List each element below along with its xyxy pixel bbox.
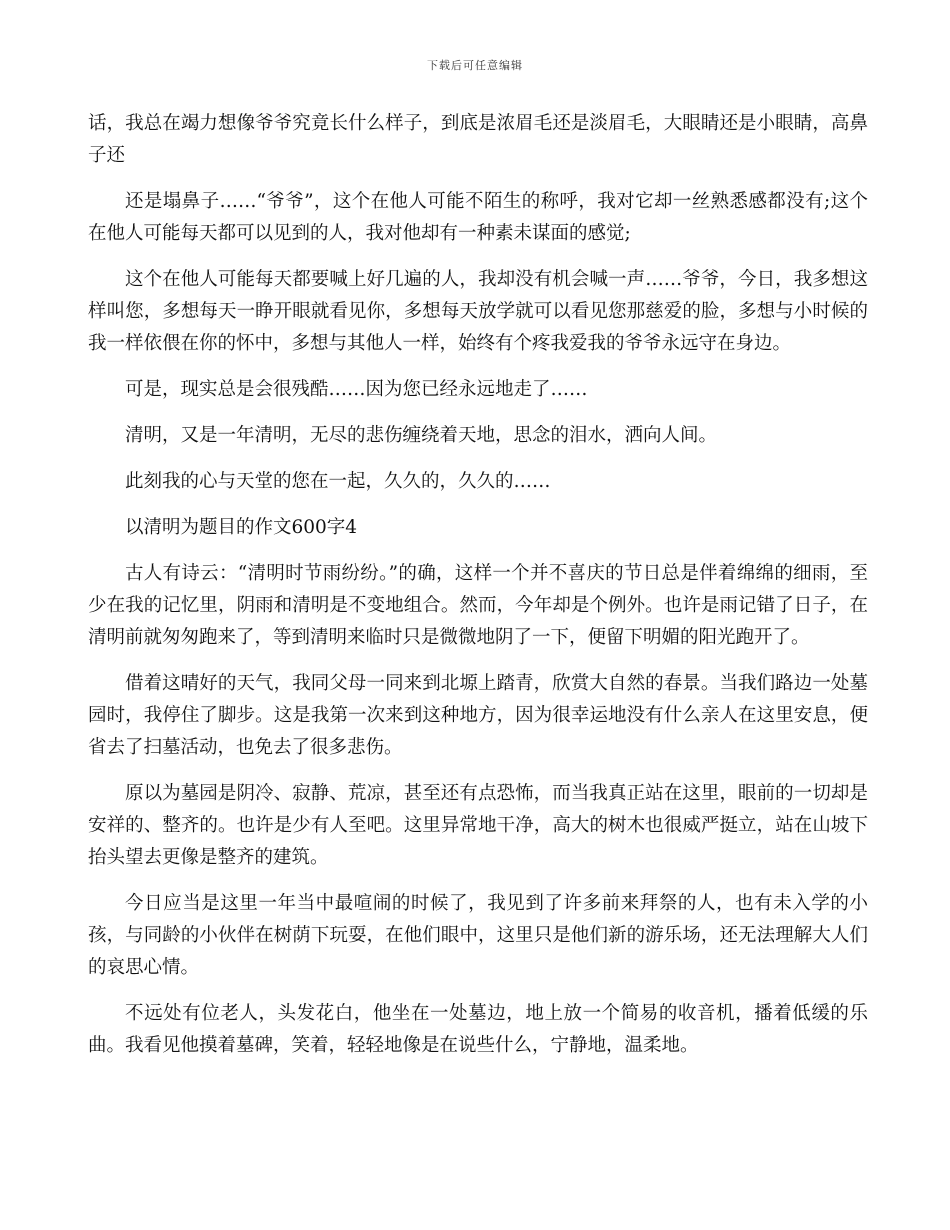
paragraph: 古人有诗云：“清明时节雨纷纷。”的确，这样一个并不喜庆的节日总是伴着绵绵的细雨，至少在我的记忆里，阴雨和清明是不变地组合。然而，今年却是个例外。也许是雨记错了日子，在清明前就匆匆跑来了，等到清明来临时只是微微地阴了一下，便留下明媚的阳光跑开了。 — [88, 563, 868, 648]
paragraph: 可是，现实总是会很残酷……因为您已经永远地走了…… — [125, 379, 588, 400]
paragraph: 借着这晴好的天气，我同父母一同来到北塬上踏青，欣赏大自然的春景。当我们路边一处墓园时，我停住了脚步。这是我第一次来到这种地方，因为很幸运地没有什么亲人在这里安息，便省去了扫墓活动，也免去了很多悲伤。 — [88, 673, 868, 758]
section-title: 以清明为题目的作文600字4 — [125, 517, 358, 538]
paragraph: 今日应当是这里一年当中最喧闹的时候了，我见到了许多前来拜祭的人，也有未入学的小孩，与同龄的小伙伴在树荫下玩耍，在他们眼中，这里只是他们新的游乐场，还无法理解大人们的哀思心情。 — [88, 893, 868, 978]
document-body — [88, 108, 868, 1076]
paragraph: 还是塌鼻子……“爷爷”，这个在他人可能不陌生的称呼，我对它却一丝熟悉感都没有;这个在他人可能每天都可以见到的人，我对他却有一种素未谋面的感觉; — [88, 191, 868, 244]
paragraph: 这个在他人可能每天都要喊上好几遍的人，我却没有机会喊一声……爷爷，今日，我多想这样叫您，多想每天一睁开眼就看见你，多想每天放学就可以看见您那慈爱的脸，多想与小时候的我一样依偎在你的怀中，多想与其他人一样，始终有个疼我爱我的爷爷永远守在身边。 — [88, 269, 868, 354]
paragraph: 话，我总在竭力想像爷爷究竟长什么样子，到底是浓眉毛还是淡眉毛，大眼睛还是小眼睛，高鼻子还 — [88, 113, 868, 166]
paragraph: 此刻我的心与天堂的您在一起，久久的，久久的…… — [125, 471, 551, 492]
paragraph: 清明，又是一年清明，无尽的悲伤缠绕着天地，思念的泪水，洒向人间。 — [125, 425, 718, 446]
paragraph: 原以为墓园是阴冷、寂静、荒凉，甚至还有点恐怖，而当我真正站在这里，眼前的一切却是安祥的、整齐的。也许是少有人至吧。这里异常地干净，高大的树木也很威严挺立，站在山坡下抬头望去更像是整齐的建筑。 — [88, 783, 868, 868]
page-header: 下载后可任意编辑 — [427, 59, 523, 72]
paragraph: 不远处有位老人，头发花白，他坐在一处墓边，地上放一个简易的收音机，播着低缓的乐曲。我看见他摸着墓碑，笑着，轻轻地像是在说些什么，宁静地，温柔地。 — [88, 1003, 868, 1056]
